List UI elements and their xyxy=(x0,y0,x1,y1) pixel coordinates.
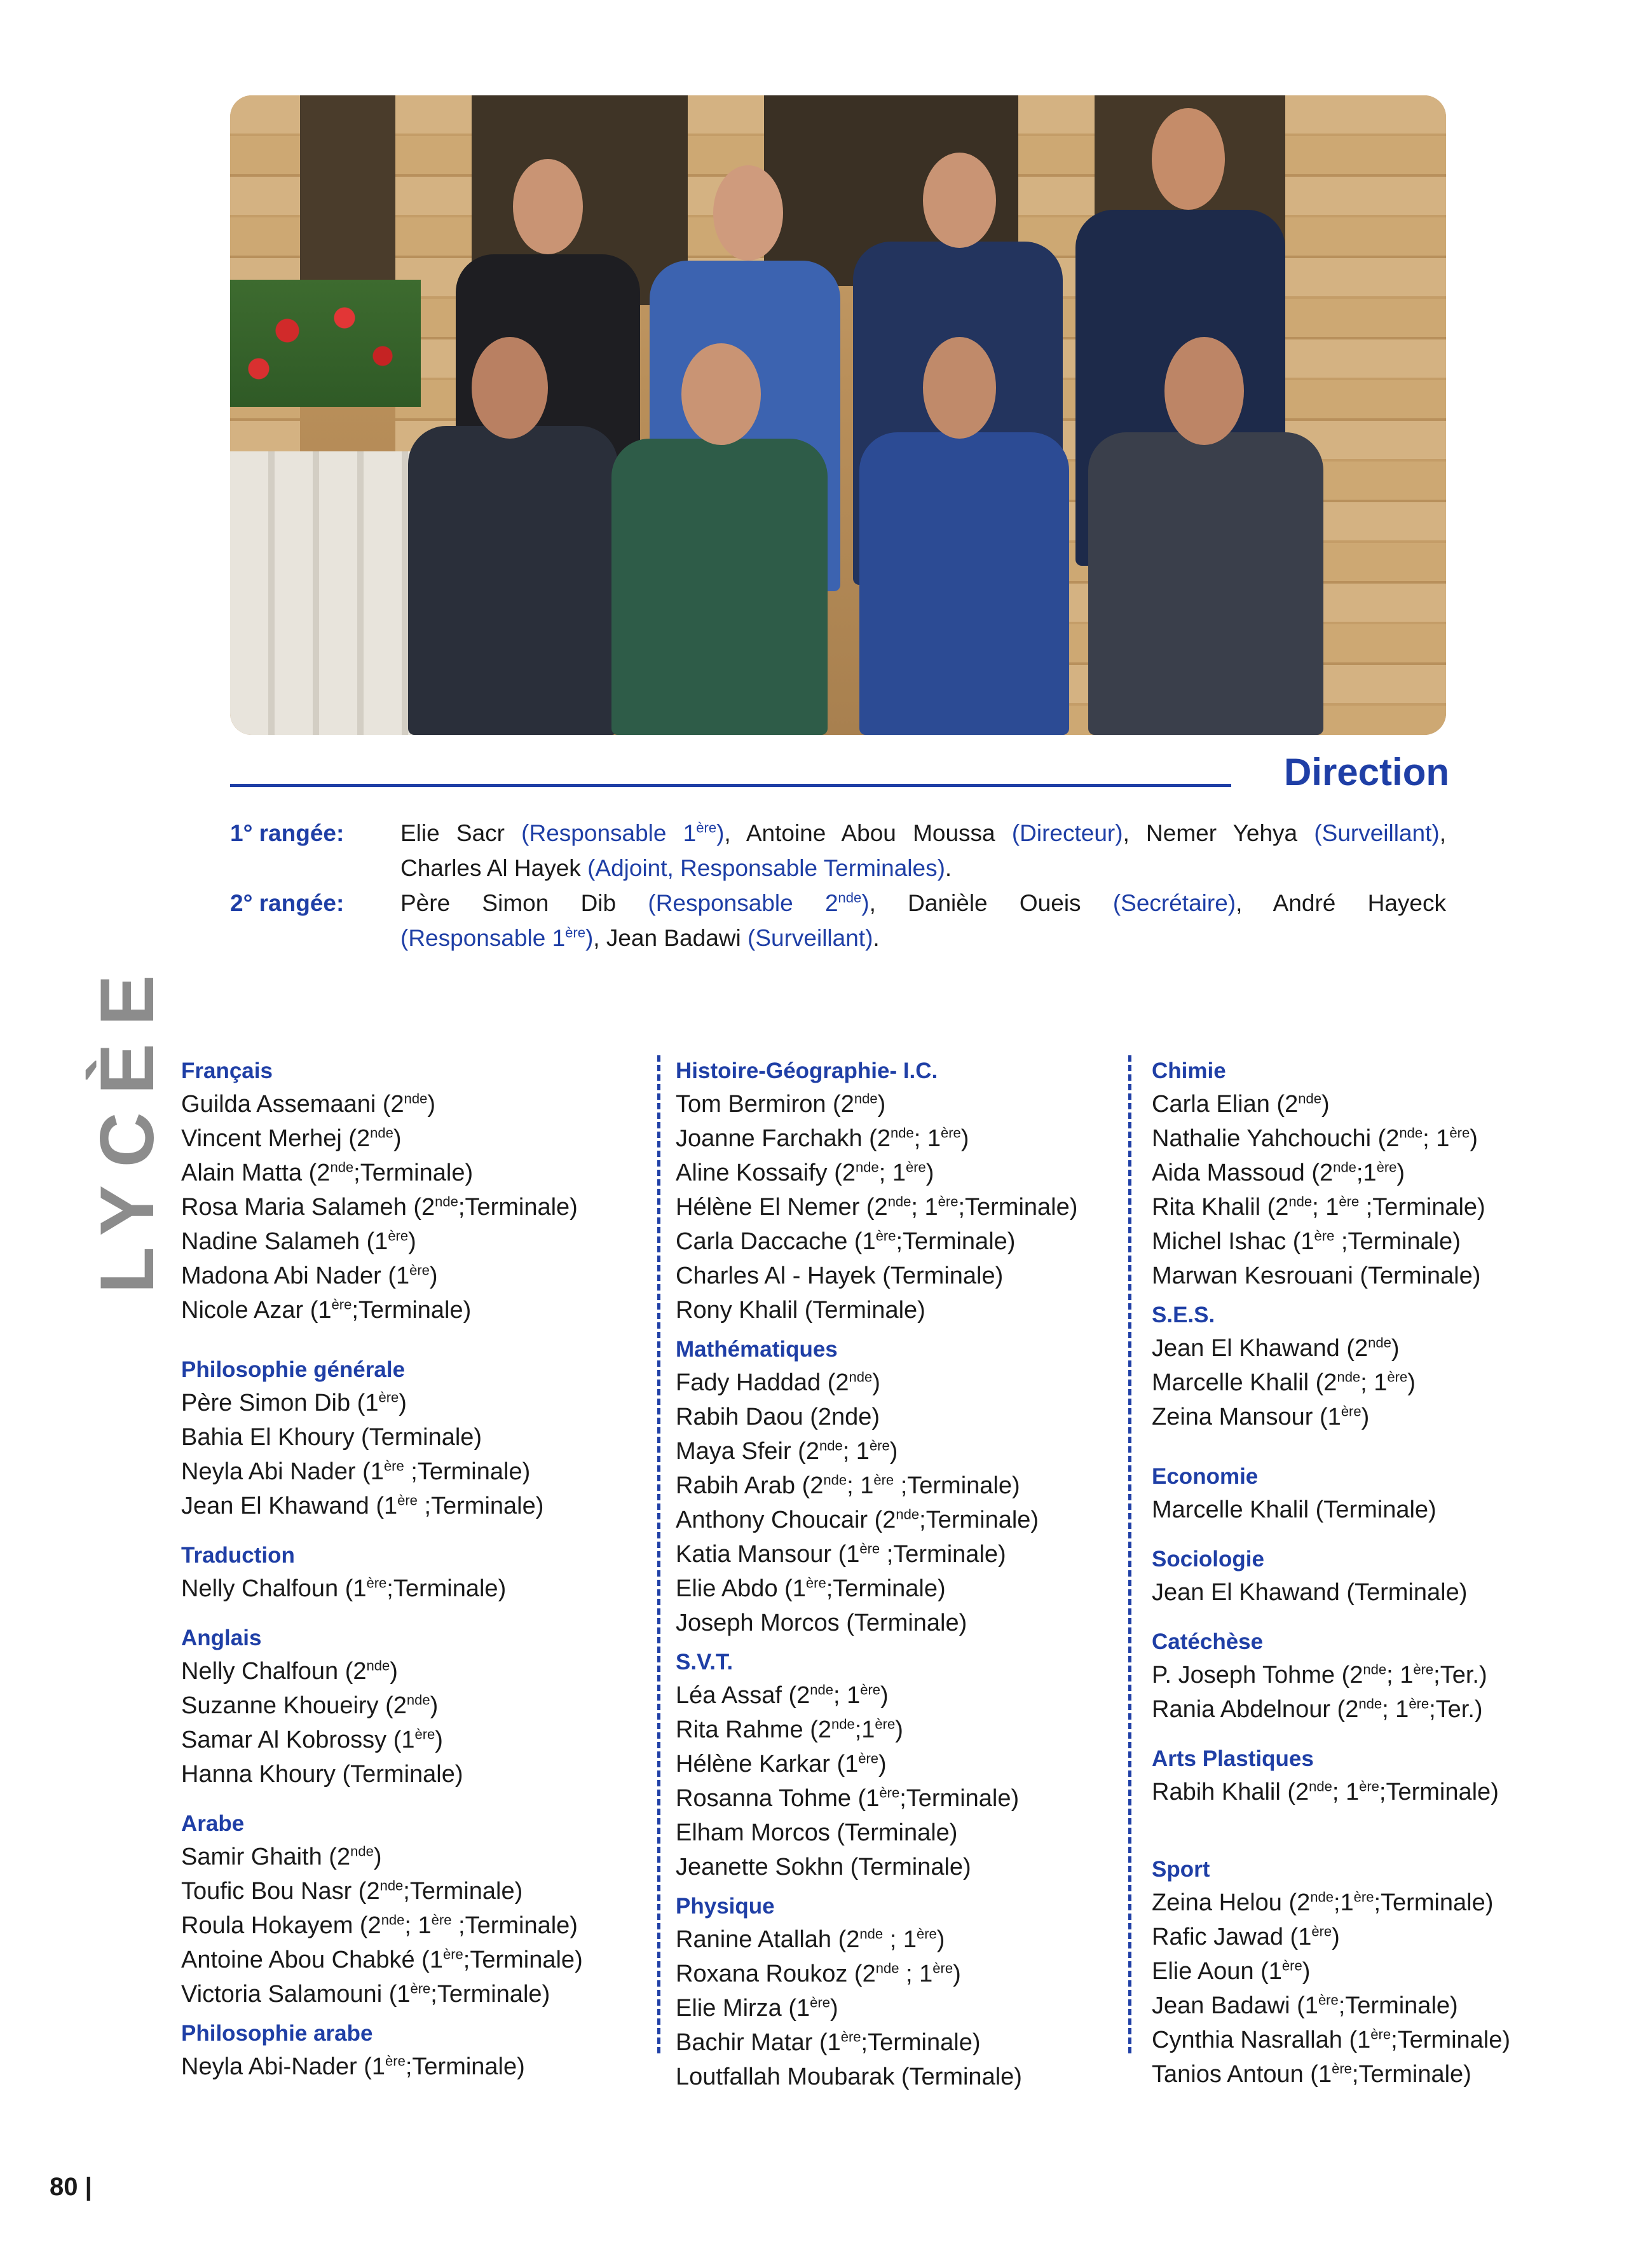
subject-title: S.V.T. xyxy=(676,1650,734,1674)
staff-entry: Marcelle Khalil (Terminale) xyxy=(1152,1496,1437,1523)
row-text-part: , Danièle Oueis xyxy=(869,890,1113,916)
staff-entry: Rosa Maria Salameh (2nde;Terminale) xyxy=(181,1193,578,1221)
subject-title: Sport xyxy=(1152,1857,1210,1882)
column-1 xyxy=(181,1055,639,2084)
staff-entry: Rosanna Tohme (1ère;Terminale) xyxy=(676,1784,1020,1812)
row-text-part: (Surveillant) xyxy=(747,925,873,951)
staff-entry: Victoria Salamouni (1ère;Terminale) xyxy=(181,1980,550,2008)
staff-entry: Jean El Khawand (2nde) xyxy=(1152,1334,1400,1362)
row-text-part: (Responsable 2 xyxy=(648,890,838,916)
staff-entry: Vincent Merhej (2nde) xyxy=(181,1125,402,1152)
section-spacer xyxy=(1152,1293,1597,1299)
staff-entry: Zeina Mansour (1ère) xyxy=(1152,1403,1370,1430)
section-spacer xyxy=(181,2011,639,2018)
row-text xyxy=(400,886,1446,955)
subject-title: S.E.S. xyxy=(1152,1303,1215,1327)
staff-entry: Samar Al Kobrossy (1ère) xyxy=(181,1726,443,1753)
subject-title: Catéchèse xyxy=(1152,1629,1264,1654)
staff-entry: Père Simon Dib (1ère) xyxy=(181,1389,407,1416)
section-spacer xyxy=(676,1640,1133,1647)
row-text-part: (Directeur) xyxy=(1011,820,1123,846)
staff-entry: Suzanne Khoueiry (2nde) xyxy=(181,1692,439,1719)
section-heading: Direction xyxy=(1283,751,1449,793)
row-text-part: ) xyxy=(716,820,725,846)
section-spacer xyxy=(1152,1727,1597,1743)
staff-entry: Samir Ghaith (2nde) xyxy=(181,1843,382,1870)
section-spacer xyxy=(181,1791,639,1808)
section-spacer xyxy=(676,1327,1133,1334)
staff-entry: Jean Badawi (1ère;Terminale) xyxy=(1152,1992,1458,2019)
staff-entry: Joanne Farchakh (2nde; 1ère) xyxy=(676,1125,969,1152)
subject-title: Sociologie xyxy=(1152,1547,1264,1572)
row-text-part: (Adjoint, Responsable Terminales) xyxy=(587,855,945,881)
staff-entry: Nelly Chalfoun (1ère;Terminale) xyxy=(181,1575,507,1602)
staff-entry: Hélène Karkar (1ère) xyxy=(676,1750,887,1777)
row-text-part: ère xyxy=(565,924,585,941)
staff-entry: Rania Abdelnour (2nde; 1ère;Ter.) xyxy=(1152,1695,1483,1723)
column-divider xyxy=(1128,1055,1131,2053)
subject-title: Philosophie arabe xyxy=(181,2021,373,2046)
row-text-part: nde xyxy=(838,889,862,906)
staff-entry: Marcelle Khalil (2nde; 1ère) xyxy=(1152,1369,1416,1396)
staff-entry: Katia Mansour (1ère ;Terminale) xyxy=(676,1540,1006,1568)
subject-title: Mathématiques xyxy=(676,1337,838,1362)
staff-entry: Zeina Helou (2nde;1ère;Terminale) xyxy=(1152,1889,1494,1916)
section-spacer xyxy=(1152,1809,1597,1854)
staff-entry: Roxana Roukoz (2nde ; 1ère) xyxy=(676,1960,961,1987)
staff-entry: Maya Sfeir (2nde; 1ère) xyxy=(676,1437,898,1465)
staff-entry: Elham Morcos (Terminale) xyxy=(676,1819,958,1846)
staff-entry: Rony Khalil (Terminale) xyxy=(676,1297,925,1324)
staff-entry: Alain Matta (2nde;Terminale) xyxy=(181,1159,474,1186)
side-title xyxy=(85,941,170,1310)
staff-entry: Michel Ishac (1ère ;Terminale) xyxy=(1152,1228,1461,1255)
section-spacer xyxy=(676,1884,1133,1891)
staff-entry: Guilda Assemaani (2nde) xyxy=(181,1090,436,1118)
staff-entry: Elie Mirza (1ère) xyxy=(676,1994,838,2022)
staff-entry: Neyla Abi Nader (1ère ;Terminale) xyxy=(181,1458,531,1485)
staff-entry: Rabih Arab (2nde; 1ère ;Terminale) xyxy=(676,1472,1020,1499)
staff-entry: Nelly Chalfoun (2nde) xyxy=(181,1657,398,1685)
column-divider xyxy=(657,1055,660,2053)
subject-title: Histoire-Géographie- I.C. xyxy=(676,1058,938,1083)
subject-title: Chimie xyxy=(1152,1058,1226,1083)
row-text-part: , Nemer Yehya xyxy=(1123,820,1314,846)
staff-entry: Nicole Azar (1ère;Terminale) xyxy=(181,1296,472,1324)
page-number: 80 | xyxy=(50,2173,92,2201)
group-photo xyxy=(230,95,1446,735)
staff-entry: Madona Abi Nader (1ère) xyxy=(181,1262,438,1289)
staff-entry: Bachir Matar (1ère;Terminale) xyxy=(676,2029,981,2056)
section-spacer xyxy=(181,1327,639,1354)
staff-entry: Bahia El Khoury (Terminale) xyxy=(181,1424,482,1451)
staff-entry: Tanios Antoun (1ère;Terminale) xyxy=(1152,2060,1471,2088)
staff-entry: Rafic Jawad (1ère) xyxy=(1152,1923,1340,1950)
direction-row xyxy=(230,886,1446,955)
staff-entry: Rita Rahme (2nde;1ère) xyxy=(676,1716,903,1743)
column-3 xyxy=(1152,1055,1597,2092)
staff-entry: Joseph Morcos (Terminale) xyxy=(676,1610,967,1636)
column-2 xyxy=(676,1055,1133,2094)
staff-entry: Léa Assaf (2nde; 1ère) xyxy=(676,1681,889,1709)
staff-entry: Charles Al - Hayek (Terminale) xyxy=(676,1263,1004,1289)
subject-title: Philosophie générale xyxy=(181,1357,406,1382)
row-text-part: ) xyxy=(585,925,594,951)
section-spacer xyxy=(1152,1434,1597,1461)
section-spacer xyxy=(181,1606,639,1622)
heading-rule xyxy=(230,784,1231,787)
staff-entry: Hélène El Nemer (2nde; 1ère;Terminale) xyxy=(676,1193,1078,1221)
staff-entry: Fady Haddad (2nde) xyxy=(676,1369,880,1396)
row-text-part: , André Hayeck xyxy=(1236,890,1447,916)
section-spacer xyxy=(1152,1527,1597,1544)
subject-title: Arts Plastiques xyxy=(1152,1746,1314,1771)
staff-entry: Elie Aoun (1ère) xyxy=(1152,1957,1311,1985)
staff-entry: Hanna Khoury (Terminale) xyxy=(181,1761,463,1788)
staff-entry: Tom Bermiron (2nde) xyxy=(676,1090,886,1118)
subject-title: Traduction xyxy=(181,1543,295,1568)
staff-entry: P. Joseph Tohme (2nde; 1ère;Ter.) xyxy=(1152,1661,1487,1688)
row-text-part: ) xyxy=(861,890,870,916)
staff-entry: Roula Hokayem (2nde; 1ère ;Terminale) xyxy=(181,1912,578,1939)
staff-entry: Jean El Khawand (1ère ;Terminale) xyxy=(181,1492,544,1519)
staff-entry: Loutfallah Moubarak (Terminale) xyxy=(676,2064,1022,2090)
staff-entry: Jeanette Sokhn (Terminale) xyxy=(676,1854,971,1880)
direction-row xyxy=(230,816,1446,886)
staff-entry: Toufic Bou Nasr (2nde;Terminale) xyxy=(181,1877,523,1905)
staff-entry: Marwan Kesrouani (Terminale) xyxy=(1152,1263,1481,1289)
section-spacer xyxy=(1152,1610,1597,1626)
row-text-part: . xyxy=(873,925,880,951)
staff-entry: Rabih Khalil (2nde; 1ère;Terminale) xyxy=(1152,1778,1499,1805)
row-text-part: (Responsable 1 xyxy=(521,820,697,846)
row-text-part: (Surveillant) xyxy=(1314,820,1440,846)
staff-entry: Antoine Abou Chabké (1ère;Terminale) xyxy=(181,1946,583,1973)
staff-entry: Jean El Khawand (Terminale) xyxy=(1152,1579,1468,1606)
row-label: 2° rangée: xyxy=(230,890,345,916)
staff-entry: Neyla Abi-Nader (1ère;Terminale) xyxy=(181,2053,525,2080)
section-spacer xyxy=(181,1523,639,1540)
staff-entry: Carla Daccache (1ère;Terminale) xyxy=(676,1228,1016,1255)
staff-entry: Rita Khalil (2nde; 1ère ;Terminale) xyxy=(1152,1193,1485,1221)
staff-entry: Elie Abdo (1ère;Terminale) xyxy=(676,1575,946,1602)
row-text xyxy=(400,816,1446,886)
subject-title: Economie xyxy=(1152,1464,1259,1489)
staff-entry: Carla Elian (2nde) xyxy=(1152,1090,1330,1118)
subject-title: Anglais xyxy=(181,1626,262,1650)
staff-entry: Nadine Salameh (1ère) xyxy=(181,1228,416,1255)
subject-title: Physique xyxy=(676,1894,775,1919)
staff-entry: Aida Massoud (2nde;1ère) xyxy=(1152,1159,1405,1186)
row-text-part: Père Simon Dib xyxy=(400,890,648,916)
staff-entry: Aline Kossaify (2nde; 1ère) xyxy=(676,1159,934,1186)
direction-rows xyxy=(230,816,1446,955)
row-label: 1° rangée: xyxy=(230,820,345,846)
row-text-part: Charles Al Hayek xyxy=(400,855,588,881)
staff-entry: Ranine Atallah (2nde ; 1ère) xyxy=(676,1926,945,1953)
side-title-text: LYCÈE xyxy=(85,957,170,1294)
staff-entry: Cynthia Nasrallah (1ère;Terminale) xyxy=(1152,2026,1511,2053)
row-text-part: (Responsable 1 xyxy=(400,925,566,951)
row-text-part: . xyxy=(945,855,952,881)
row-text-part: , xyxy=(1439,820,1446,846)
subject-title: Français xyxy=(181,1058,273,1083)
subject-title: Arabe xyxy=(181,1811,245,1836)
staff-entry: Anthony Choucair (2nde;Terminale) xyxy=(676,1506,1039,1533)
staff-entry: Nathalie Yahchouchi (2nde; 1ère) xyxy=(1152,1125,1478,1152)
row-text-part: , Antoine Abou Moussa xyxy=(724,820,1012,846)
row-text-part: (Secrétaire) xyxy=(1112,890,1236,916)
row-text-part: , Jean Badawi xyxy=(593,925,748,951)
row-text-part: ère xyxy=(696,819,717,836)
row-text-part: Elie Sacr xyxy=(400,820,522,846)
staff-entry: Rabih Daou (2nde) xyxy=(676,1404,880,1430)
